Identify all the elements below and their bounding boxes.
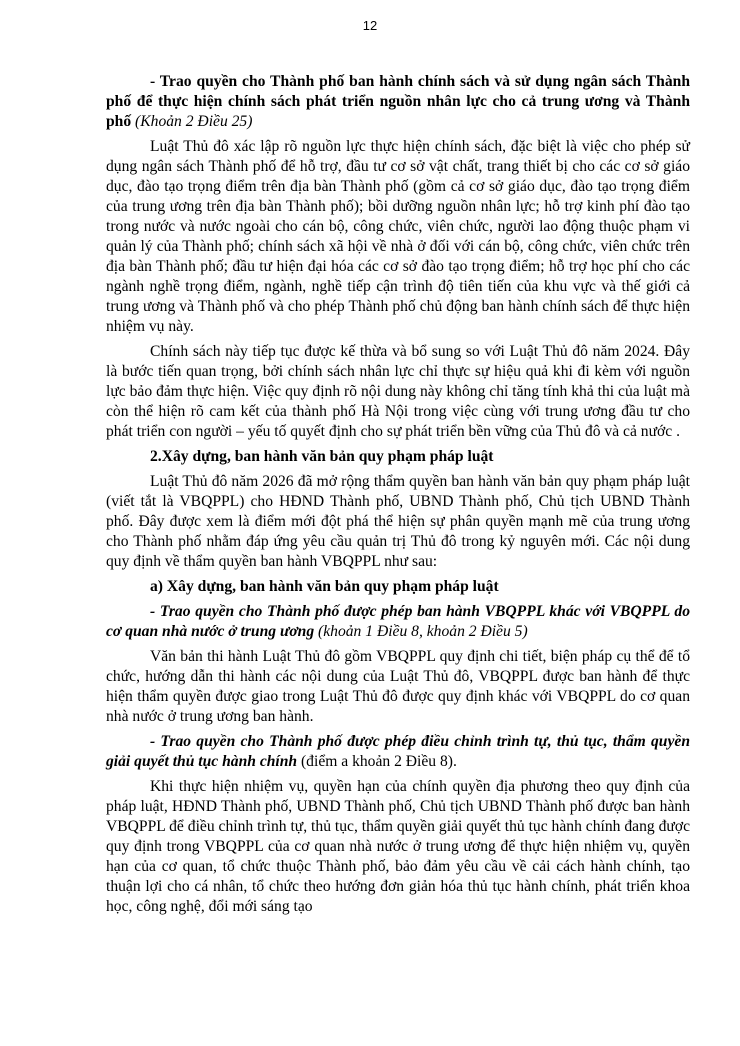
heading-reference: (Khoản 2 Điều 25) bbox=[131, 113, 253, 130]
paragraph: Luật Thủ đô năm 2026 đã mở rộng thẩm quyền ban hành văn bản quy phạm pháp luật (viết tắt là VBQPPL) cho HĐND Thành phố, UBND Thành phố, Chủ tịch UBND Thành phố. Đây được xem là điểm mới đột phá thể hiện sự phân quyền mạnh mẽ của trung ương cho Thành phố nhằm đáp ứng yêu cầu quản trị Thủ đô trong kỷ nguyên mới. Các nội dung quy định về thẩm quyền ban hành VBQPPL như sau: bbox=[106, 473, 690, 570]
subsection-heading-a: a) Xây dựng, ban hành văn bản quy phạm pháp luật bbox=[150, 578, 499, 595]
page-body bbox=[106, 72, 690, 922]
page-number: 12 bbox=[362, 18, 378, 33]
heading-text: - Trao quyền cho Thành phố ban hành chính sách và sử dụng ngân sách Thành phố để thực hiện chính sách phát triển nguồn nhân lực cho cả trung ương và Thành phố bbox=[106, 73, 690, 130]
item-heading-admin-procedures bbox=[106, 732, 690, 772]
item-heading-reference: (điểm a khoản 2 Điều 8). bbox=[297, 753, 457, 770]
section-heading-legal-docs: 2.Xây dựng, ban hành văn bản quy phạm pháp luật bbox=[150, 448, 494, 465]
item-heading-text: - Trao quyền cho Thành phố được phép ban hành VBQPPL khác với VBQPPL do cơ quan nhà nước ở trung ương bbox=[106, 603, 690, 640]
paragraph: Chính sách này tiếp tục được kế thừa và bổ sung so với Luật Thủ đô năm 2024. Đây là bước tiến quan trọng, bởi chính sách nhân lực chỉ thực sự hiệu quả khi đi kèm với nguồn lực bảo đảm thực hiện. Việc quy định rõ nội dung này không chỉ tăng tính khả thi của luật mà còn thể hiện rõ cam kết của thành phố Hà Nội trong việc cùng với trung ương đầu tư cho phát triển con người – yếu tố quyết định cho sự phát triển bền vững của Thủ đô và cả nước . bbox=[106, 343, 690, 440]
item-heading-text: - Trao quyền cho Thành phố được phép điều chỉnh trình tự, thủ tục, thẩm quyền giải quyết thủ tục hành chính bbox=[106, 733, 690, 770]
paragraph: Văn bản thi hành Luật Thủ đô gồm VBQPPL quy định chi tiết, biện pháp cụ thể để tổ chức, hướng dẫn thi hành các nội dung của Luật Thủ đô, VBQPPL được ban hành để thực hiện thẩm quyền được giao trong Luật Thủ đô được quy định khác với VBQPPL do cơ quan nhà nước ở trung ương ban hành. bbox=[106, 648, 690, 725]
item-heading-different-vbqppl bbox=[106, 602, 690, 642]
section-heading-hr-policy bbox=[106, 72, 690, 132]
item-heading-reference: (khoản 1 Điều 8, khoản 2 Điều 5) bbox=[314, 623, 528, 640]
paragraph: Khi thực hiện nhiệm vụ, quyền hạn của chính quyền địa phương theo quy định của pháp luật, HĐND Thành phố, UBND Thành phố, Chủ tịch UBND Thành phố được ban hành VBQPPL để điều chỉnh trình tự, thủ tục, thẩm quyền giải quyết thủ tục hành chính đang được quy định trong VBQPPL của cơ quan nhà nước ở trung ương để thực hiện nhiệm vụ, quyền hạn của cơ quan, tổ chức thuộc Thành phố, bảo đảm yêu cầu về cải cách hành chính, tạo thuận lợi cho cá nhân, tổ chức theo hướng đơn giản hóa thủ tục hành chính, phát triển khoa học, công nghệ, đổi mới sáng tạo bbox=[106, 778, 690, 915]
paragraph: Luật Thủ đô xác lập rõ nguồn lực thực hiện chính sách, đặc biệt là việc cho phép sử dụng ngân sách Thành phố để hỗ trợ, đầu tư cơ sở vật chất, trang thiết bị cho các cơ sở giáo dục, đào tạo trọng điểm trên địa bàn Thành phố (gồm cả cơ sở giáo dục, đào tạo trọng điểm của trung ương trên địa bàn Thành phố); bồi dưỡng nguồn nhân lực; hỗ trợ kinh phí đào tạo trong nước và nước ngoài cho cán bộ, công chức, viên chức, người lao động thuộc phạm vi quản lý của Thành phố; chính sách xã hội về nhà ở đối với cán bộ, công chức, viên chức trên địa bàn Thành phố; đầu tư hiện đại hóa các cơ sở đào tạo trọng điểm; hỗ trợ học phí cho các ngành nghề trọng điểm, ngành, nghề tiếp cận trình độ tiên tiến của khu vực và thế giới cả trung ương và Thành phố và cho phép Thành phố chủ động ban hành chính sách để thực hiện nhiệm vụ này. bbox=[106, 138, 690, 335]
